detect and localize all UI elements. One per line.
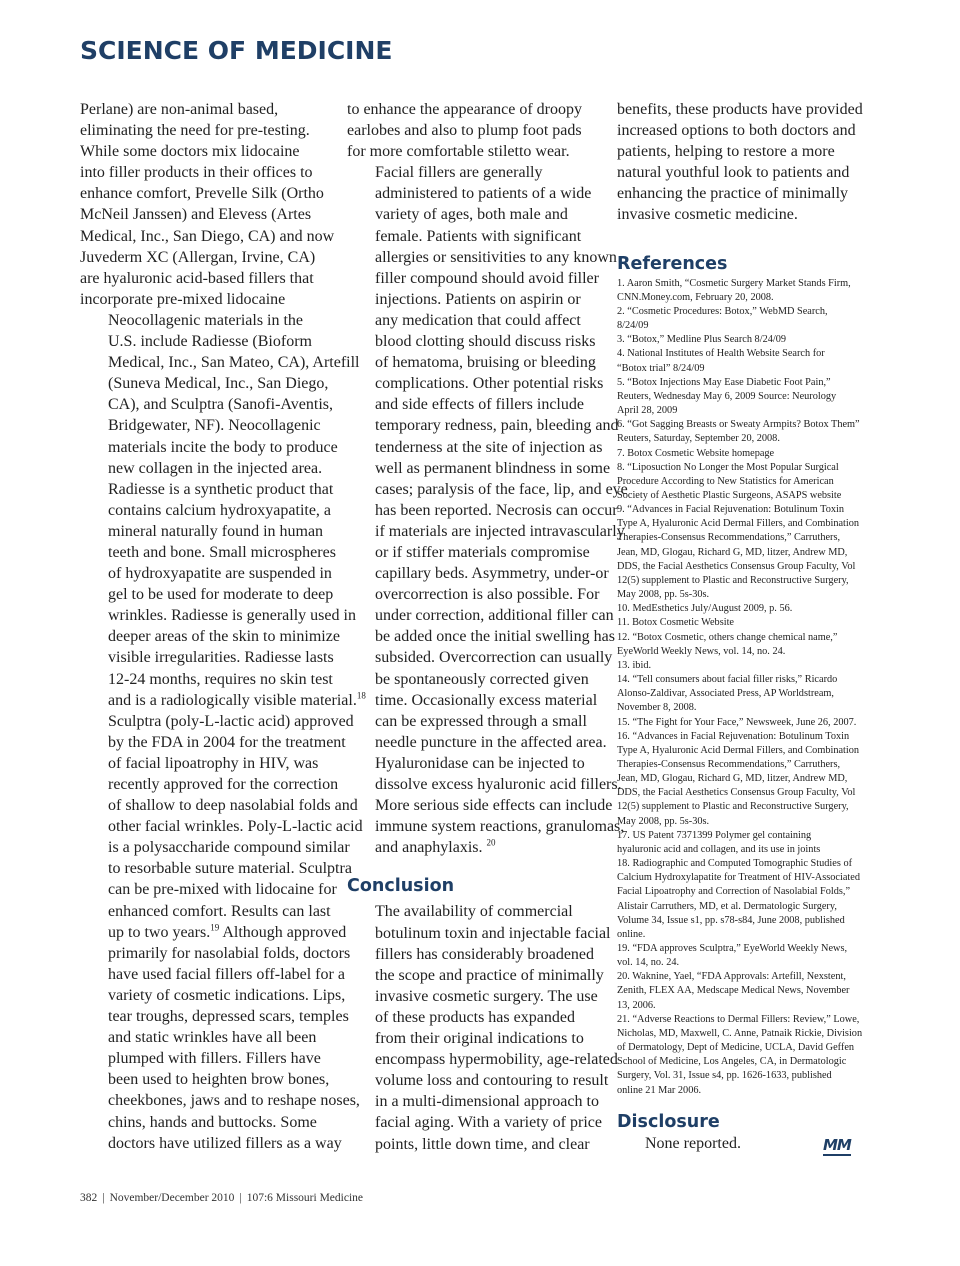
citation-20: 20 xyxy=(486,837,496,848)
text-line: of these products has expanded xyxy=(375,1008,575,1026)
text-line: subsided. Overcorrection can usually xyxy=(375,649,613,667)
reference-line: DDS, the Facial Aesthetics Consensus Group Faculty, Vol xyxy=(617,560,856,572)
text-line: incorporate pre-mixed lidocaine xyxy=(80,290,286,308)
reference-line: “Botox trial” 8/24/09 xyxy=(617,362,705,374)
reference-line: hyaluronic acid and collagen, and its use in joints xyxy=(617,843,821,855)
reference-line: Nicholas, MD, Maxwell, C. Anne, Patnaik Rickie, Division xyxy=(617,1027,863,1039)
body-column-2 xyxy=(347,99,628,1155)
reference-line: 12. “Botox Cosmetic, others change chemical name,” xyxy=(617,631,838,643)
citation-18: 18 xyxy=(356,690,366,701)
reference-line: Calcium Hydroxylapatite for Treatment of HIV-Associated xyxy=(617,872,860,884)
text-line: needle puncture in the affected area. xyxy=(375,733,607,751)
text-line: invasive cosmetic surgery. The use xyxy=(375,987,598,1005)
reference-line: School of Medicine, Los Angeles, CA, in Dermatologic xyxy=(617,1056,847,1068)
reference-line: DDS, the Facial Aesthetics Consensus Group Faculty, Vol xyxy=(617,787,856,799)
text-line: variety of ages, both male and xyxy=(375,206,568,224)
text-line: of hematoma, bruising or bleeding xyxy=(375,354,596,372)
text-line: to enhance the appearance of droopy xyxy=(347,101,582,118)
text-line: been used to heighten brow bones, xyxy=(108,1071,330,1089)
text-line: other facial wrinkles. Poly-L-lactic acid xyxy=(108,818,363,836)
reference-line: 1. Aaron Smith, “Cosmetic Surgery Market Stands Firm, xyxy=(617,277,851,289)
text-line: facial aging. With a variety of price xyxy=(375,1114,602,1132)
paragraph xyxy=(617,99,870,226)
text-line: can be pre-mixed with lidocaine for xyxy=(108,881,337,899)
reference-line: Facial Lipoatrophy and Correction of Nasolabial Folds,” xyxy=(617,886,851,898)
reference-line: Type A, Hyaluronic Acid Dermal Fillers, and Combination xyxy=(617,744,860,756)
text-line: complications. Other potential risks xyxy=(375,375,604,393)
paragraph xyxy=(347,901,618,1154)
section-heading: SCIENCE OF MEDICINE xyxy=(80,36,393,65)
text-line: Medical, Inc., San Diego, CA) and now xyxy=(80,227,335,245)
text-line: patients, helping to restore a more xyxy=(617,143,835,161)
text-line: natural youthful look to patients and xyxy=(617,164,850,182)
text-line: Radiesse is a synthetic product that xyxy=(108,480,334,498)
text-line: 12-24 months, requires no skin test xyxy=(108,670,333,688)
text-line: Juvederm XC (Allergan, Irvine, CA) xyxy=(80,248,316,266)
paragraph xyxy=(347,99,595,162)
text-line: teeth and bone. Small microspheres xyxy=(108,543,336,561)
text-line: cheekbones, jaws and to reshape noses, xyxy=(108,1092,360,1110)
reference-line: Alistair Carruthers, MD, et al. Dermatologic Surgery, xyxy=(617,900,837,912)
reference-line: Therapies-Consensus Recommendations,” Carruthers, xyxy=(617,532,841,544)
text-line: Hyaluronidase can be injected to xyxy=(375,754,585,772)
text-line: McNeil Janssen) and Elevess (Artes xyxy=(80,206,312,224)
reference-line: Type A, Hyaluronic Acid Dermal Fillers, and Combination xyxy=(617,518,860,530)
page-number: 382 xyxy=(80,1192,98,1204)
text-line: wrinkles. Radiesse is generally used in xyxy=(108,607,356,625)
text-line: immune system reactions, granulomas, xyxy=(375,818,625,836)
text-line: contains calcium hydroxyapatite, a xyxy=(108,501,332,519)
text-line: by the FDA in 2004 for the treatment xyxy=(108,733,346,751)
reference-line: online. xyxy=(617,928,646,940)
reference-line: 12(5) supplement to Plastic and Reconstructive Surgery, xyxy=(617,801,849,813)
text-line: any medication that could affect xyxy=(375,311,581,329)
text-line: encompass hypermobility, age-related xyxy=(375,1051,618,1069)
footer-divider: | xyxy=(102,1192,105,1204)
text-line: administered to patients of a wide xyxy=(375,185,592,203)
reference-line: EyeWorld Weekly News, vol. 14, no. 24. xyxy=(617,645,786,657)
reference-line: vol. 14, no. 24. xyxy=(617,957,680,969)
text-line: in a multi-dimensional approach to xyxy=(375,1093,599,1111)
text-line: filler compound should avoid filler xyxy=(375,269,599,287)
text-line: (Suneva Medical, Inc., San Diego, xyxy=(108,375,329,393)
disclosure-heading: Disclosure xyxy=(617,1111,720,1132)
reference-line: Society of Aesthetic Plastic Surgeons, ASAPS website xyxy=(617,490,842,501)
text-line: tear troughs, depressed scars, temples xyxy=(108,1008,349,1026)
body-column-3 xyxy=(617,99,870,1155)
paragraph xyxy=(80,99,335,310)
text-line: allergies or sensitivities to any known xyxy=(375,248,617,266)
text-line: for more comfortable stiletto wear. xyxy=(347,143,570,161)
text-line: enhance comfort, Prevelle Silk (Ortho xyxy=(80,185,324,203)
text-line: has been reported. Necrosis can occur xyxy=(375,501,618,519)
text-line: Sculptra (poly-L-lactic acid) approved xyxy=(108,712,354,730)
reference-line: 9. “Advances in Facial Rejuvenation: Botulinum Toxin xyxy=(617,504,845,516)
text-line: CA), and Sculptra (Sanofi-Aventis, xyxy=(108,396,333,414)
text-line: cases; paralysis of the face, lip, and eye xyxy=(375,480,628,498)
reference-line: 11. Botox Cosmetic Website xyxy=(617,617,735,629)
text-line: enhancing the practice of minimally xyxy=(617,185,849,203)
reference-line: 17. US Patent 7371399 Polymer gel containing xyxy=(617,829,812,841)
text-line: of shallow to deep nasolabial folds and xyxy=(108,797,358,815)
reference-line: CNN.Money.com, February 20, 2008. xyxy=(617,291,774,303)
text-line: and static wrinkles have all been xyxy=(108,1029,317,1047)
text-line: time. Occasionally excess material xyxy=(375,691,598,709)
text-line: fillers has considerably broadened xyxy=(375,945,595,963)
conclusion-heading: Conclusion xyxy=(347,876,455,897)
text-line: recently approved for the correction xyxy=(108,776,339,793)
reference-line: 21. “Adverse Reactions to Dermal Fillers: Review,” Lowe, xyxy=(617,1013,860,1025)
reference-line: Procedure According to New Statistics for American xyxy=(617,475,834,487)
reference-line: 15. “The Fight for Your Face,” Newsweek, June 26, 2007. xyxy=(617,716,857,728)
reference-line: Jean, MD, Glogau, Richard G, MD, litzer, Andrew MD, xyxy=(617,773,848,785)
text-line: if materials are injected intravascularly xyxy=(375,522,625,540)
text-line: and is a radiologically visible material.$^{18}$ xyxy=(108,690,366,709)
text-line: under correction, additional filler can xyxy=(375,607,614,625)
text-line: are hyaluronic acid-based fillers that xyxy=(80,269,314,287)
text-line: plumped with fillers. Fillers have xyxy=(108,1050,321,1068)
text-line: invasive cosmetic medicine. xyxy=(617,206,798,224)
reference-line: 6. “Got Sagging Breasts or Sweaty Armpits? Botox Them” xyxy=(617,419,860,431)
text-line: to resorbable suture material. Sculptra xyxy=(108,860,352,878)
text-line: Perlane) are non-animal based, xyxy=(80,101,279,118)
reference-line: Alonso-Zaldivar, Associated Press, AP Worldstream, xyxy=(617,688,834,700)
reference-line: of Dermatology, Dept of Medicine, UCLA, David Geffen xyxy=(617,1042,855,1054)
reference-line: Surgery, Vol. 31, Issue s4, pp. 1626-1633, published xyxy=(617,1070,832,1082)
reference-line: May 2008, pp. 5s-30s. xyxy=(617,589,710,601)
reference-line: November 8, 2008. xyxy=(617,702,697,714)
text-line: Neocollagenic materials in the xyxy=(108,311,304,329)
footer-divider: | xyxy=(239,1192,242,1204)
reference-line: online 21 Mar 2006. xyxy=(617,1084,702,1096)
reference-line: 4. National Institutes of Health Website Search for xyxy=(617,348,825,360)
paragraph xyxy=(347,162,628,858)
text-line: into filler products in their offices to xyxy=(80,164,313,182)
reference-line: 12(5) supplement to Plastic and Reconstructive Surgery, xyxy=(617,574,849,586)
text-line: overcorrection is also possible. For xyxy=(375,586,600,604)
text-line: up to two years.$^{19}$ Although approved xyxy=(108,922,347,941)
text-line: doctors have utilized fillers as a way xyxy=(108,1134,342,1152)
text-line: More serious side effects can include xyxy=(375,797,613,815)
text-line: materials incite the body to produce xyxy=(108,438,338,456)
text-line: variety of cosmetic indications. Lips, xyxy=(108,986,346,1004)
text-line: increased options to both doctors and xyxy=(617,122,856,140)
reference-line: Volume 34, Issue s1, pp. s78-s84, June 2008, published xyxy=(617,914,845,926)
text-line: tenderness at the site of injection as xyxy=(375,438,603,456)
reference-line: 13. ibid. xyxy=(617,659,652,671)
text-line: can be expressed through a small xyxy=(375,712,587,730)
body-column-1 xyxy=(80,99,366,1154)
text-line: primarily for nasolabial folds, doctors xyxy=(108,944,351,962)
text-line: is a polysaccharide compound similar xyxy=(108,839,350,857)
text-line: the scope and practice of minimally xyxy=(375,966,604,984)
text-line: mineral naturally found in human xyxy=(108,522,324,540)
issue-date: November/December 2010 xyxy=(109,1192,235,1204)
references-heading: References xyxy=(617,253,728,274)
reference-line: Zenith, FLEX AA, Medscape Medical News, November xyxy=(617,985,850,997)
reference-line: 8. “Liposuction No Longer the Most Popular Surgical xyxy=(617,461,839,473)
text-line: and anaphylaxis. $^{20}$ xyxy=(375,837,496,857)
reference-line: 13, 2006. xyxy=(617,999,656,1011)
reference-line: 19. “FDA approves Sculptra,” EyeWorld Weekly News, xyxy=(617,943,848,954)
text-line: earlobes and also to plump foot pads xyxy=(347,122,582,140)
text-line: of facial lipoatrophy in HIV, was xyxy=(108,754,319,772)
text-line: botulinum toxin and injectable facial xyxy=(375,924,611,942)
reference-line: 16. “Advances in Facial Rejuvenation: Botulinum Toxin xyxy=(617,730,850,742)
citation-19: 19 xyxy=(210,922,220,933)
text-line: blood clotting should discuss risks xyxy=(375,333,596,351)
text-line: female. Patients with significant xyxy=(375,227,582,245)
text-line: U.S. include Radiesse (Bioform xyxy=(108,333,312,351)
reference-line: May 2008, pp. 5s-30s. xyxy=(617,815,710,827)
text-line: dissolve excess hyaluronic acid fillers. xyxy=(375,776,622,793)
reference-line: 20. Waknine, Yael, “FDA Approvals: Artefill, Nexstent, xyxy=(617,971,846,983)
text-line: deeper areas of the skin to minimize xyxy=(108,628,340,646)
text-line: injections. Patients on aspirin or xyxy=(375,290,581,308)
text-line: Medical, Inc., San Mateo, CA), Artefill xyxy=(108,354,360,372)
text-line: be added once the initial swelling has xyxy=(375,628,615,646)
text-line: well as permanent blindness in some xyxy=(375,459,611,477)
text-line: visible irregularities. Radiesse lasts xyxy=(108,649,334,667)
text-line: capillary beds. Asymmetry, under-or xyxy=(375,565,609,583)
text-line: benefits, these products have provided xyxy=(617,101,863,118)
reference-line: 14. “Tell consumers about facial filler risks,” Ricardo xyxy=(617,674,838,686)
reference-line: Reuters, Wednesday May 6, 2009 Source: Neurology xyxy=(617,390,837,402)
reference-line: Reuters, Saturday, September 20, 2008. xyxy=(617,433,780,445)
reference-line: Therapies-Consensus Recommendations,” Carruthers, xyxy=(617,758,841,770)
text-line: While some doctors mix lidocaine xyxy=(80,143,300,161)
text-line: Facial fillers are generally xyxy=(375,164,543,182)
missouri-medicine-logo: MM xyxy=(823,1136,851,1154)
page-footer xyxy=(80,1192,363,1204)
reference-line: 3. “Botox,” Medline Plus Search 8/24/09 xyxy=(617,334,787,346)
text-line: enhanced comfort. Results can last xyxy=(108,902,331,920)
text-line: be spontaneously corrected given xyxy=(375,670,589,688)
disclosure-text: None reported. xyxy=(645,1134,741,1152)
journal-name: 107:6 Missouri Medicine xyxy=(246,1192,364,1204)
reference-line: 18. Radiographic and Computed Tomographic Studies of xyxy=(617,858,853,870)
text-line: temporary redness, pain, bleeding and xyxy=(375,417,619,435)
reference-line: 8/24/09 xyxy=(617,320,649,332)
text-line: new collagen in the injected area. xyxy=(108,459,323,477)
reference-line: 7. Botox Cosmetic Website homepage xyxy=(617,447,775,459)
reference-line: 10. MedEsthetics July/August 2009, p. 56. xyxy=(617,603,793,615)
reference-line: 5. “Botox Injections May Ease Diabetic Foot Pain,” xyxy=(617,376,831,388)
text-line: and side effects of fillers include xyxy=(375,396,584,414)
text-line: of hydroxyapatite are suspended in xyxy=(108,565,332,583)
text-line: chins, hands and buttocks. Some xyxy=(108,1113,317,1131)
text-line: have used facial fillers off-label for a xyxy=(108,965,345,983)
text-line: or if stiffer materials compromise xyxy=(375,543,590,561)
reference-line: April 28, 2009 xyxy=(617,405,678,417)
text-line: eliminating the need for pre-testing. xyxy=(80,122,310,140)
text-line: Bridgewater, NF). Neocollagenic xyxy=(108,417,321,435)
text-line: points, little down time, and clear xyxy=(375,1135,590,1153)
text-line: volume loss and contouring to result xyxy=(375,1072,609,1090)
reference-line: Jean, MD, Glogau, Richard G, MD, litzer, Andrew MD, xyxy=(617,546,848,558)
paragraph xyxy=(80,310,366,1154)
text-line: The availability of commercial xyxy=(375,903,573,921)
reference-line: 2. “Cosmetic Procedures: Botox,” WebMD Search, xyxy=(617,305,828,317)
references-list xyxy=(617,277,870,1098)
text-line: gel to be used for moderate to deep xyxy=(108,586,334,604)
text-line: from their original indications to xyxy=(375,1030,584,1048)
